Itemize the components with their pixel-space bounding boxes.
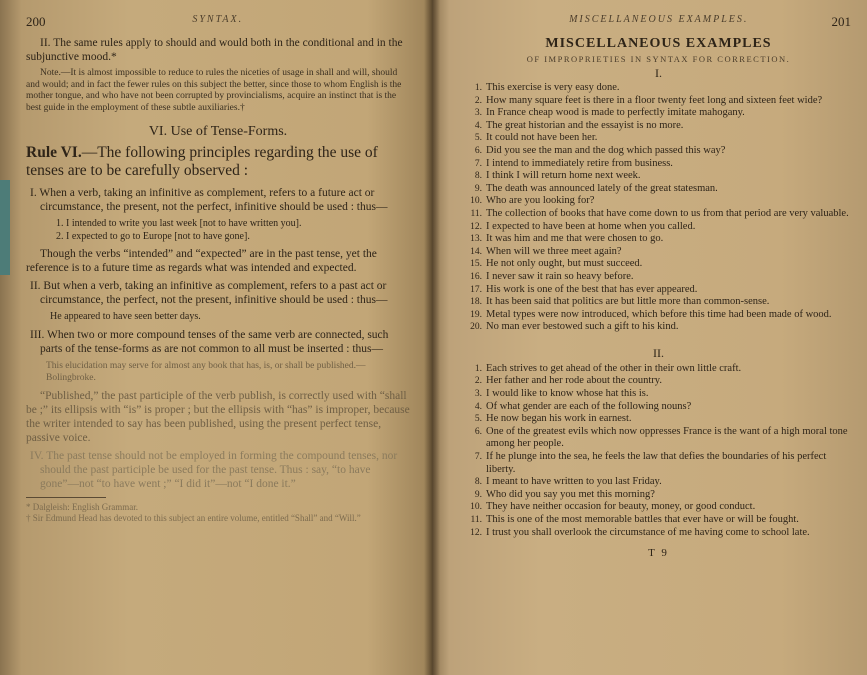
- item-number: 12.: [470, 221, 482, 232]
- left-page: [0, 0, 432, 675]
- footnote-2: † Sir Edmund Head has devoted to this subject an entire volume, entitled “Shall” and “Will.”: [26, 512, 361, 523]
- point-ii: II. But when a verb, taking an infinitive as complement, refers to a past act or circumstance, the perfect, not the present, infinitive should be used : thus—: [30, 280, 388, 306]
- chapter-title: MISCELLANEOUS EXAMPLES: [545, 36, 772, 51]
- item-number: 8.: [474, 171, 482, 182]
- item-text: I think I will return home next week.: [486, 170, 641, 182]
- item-text: It could not have been her.: [486, 132, 598, 144]
- list-item: [466, 388, 851, 401]
- item-number: 11.: [470, 515, 482, 525]
- item-text: Who did you say you met this morning?: [486, 488, 655, 500]
- left-running-head: SYNTAX.: [192, 14, 244, 25]
- item-number: 7.: [474, 158, 482, 169]
- list-item: [466, 451, 851, 476]
- item-text: Did you see the man and the dog which passed this way?: [486, 144, 726, 156]
- bolingbroke-quote: This elucidation may serve for almost any book that has, is, or shall be published.—Bolingbroke.: [46, 360, 366, 383]
- left-page-header: [26, 14, 410, 30]
- item-text: I trust you shall overlook the circumstance of me having come to school late.: [486, 526, 810, 538]
- list-item: [466, 183, 851, 196]
- rule-vi-label: Rule VI.: [26, 144, 82, 161]
- point-iv: IV. The past tense should not be employed in forming the compound tenses, nor should the past participle be used for the past tense. Thus : say, “to have gone”—not “to have went ;” “I did it”—not “I done it.”: [30, 449, 398, 490]
- item-number: 3.: [474, 389, 482, 400]
- chapter-subtitle: OF IMPROPRIETIES IN SYNTAX FOR CORRECTION.: [526, 54, 791, 64]
- item-number: 4.: [474, 401, 482, 412]
- item-text: If he plunge into the sea, he feels the law that defies the boundaries of his perfect liberty.: [486, 451, 827, 475]
- list-item: [466, 375, 851, 388]
- list-item: [466, 258, 851, 271]
- item-text: No man ever bestowed such a gift to his kind.: [486, 321, 679, 333]
- item-number: 11.: [470, 208, 482, 219]
- item-text: Each strives to get ahead of the other in their own little craft.: [486, 362, 742, 374]
- list-item: [466, 489, 851, 502]
- right-page-number: 201: [831, 14, 851, 29]
- rule-ii-text: II. The same rules apply to should and would both in the conditional and in the subjunctive mood.*: [26, 37, 403, 63]
- list-item: [466, 82, 851, 95]
- list-item: [466, 321, 851, 334]
- item-text: It was him and me that were chosen to go.: [486, 233, 664, 245]
- item-number: 7.: [474, 452, 482, 463]
- signature-mark: T 9: [648, 547, 669, 560]
- item-number: 17.: [470, 284, 482, 295]
- item-number: 9.: [474, 183, 482, 194]
- item-number: 3.: [474, 108, 482, 119]
- item-number: 1.: [474, 83, 482, 93]
- footnote-divider: [26, 497, 106, 498]
- item-number: 20.: [470, 322, 482, 333]
- section-i-heading: I.: [655, 66, 662, 80]
- item-text: I would like to know whose hat this is.: [486, 388, 649, 400]
- list-item: [466, 208, 851, 221]
- item-number: 18.: [470, 297, 482, 308]
- item-number: 19.: [470, 309, 482, 320]
- item-text: In France cheap wood is made to perfectly imitate mahogany.: [486, 107, 745, 119]
- right-running-head: MISCELLANEOUS EXAMPLES.: [569, 14, 749, 25]
- list-item: [466, 476, 851, 489]
- example-3: He appeared to have seen better days.: [50, 311, 201, 322]
- item-text: The death was announced lately of the great statesman.: [486, 182, 718, 194]
- item-number: 2.: [474, 95, 482, 106]
- list-item: [466, 426, 851, 451]
- list-item: [466, 221, 851, 234]
- item-number: 10.: [470, 196, 482, 207]
- list-item: [466, 195, 851, 208]
- rule-vi: [26, 144, 410, 180]
- item-text: Of what gender are each of the following nouns?: [486, 400, 692, 412]
- item-number: 9.: [474, 489, 482, 500]
- example-1: 1. I intended to write you last week [not to have written you].: [56, 218, 302, 229]
- item-number: 13.: [470, 234, 482, 245]
- usage-note: Note.—It is almost impossible to reduce to rules the niceties of usage in shall and will, should and would; and in fact the fewer rules on this subject the better, since those to whom English is the mother tongue, and who have not been corrupted by provincialisms, acquire an instinct that is the best guide in the employment of these subtle auxiliaries.†: [26, 68, 402, 113]
- item-number: 16.: [470, 271, 482, 282]
- bookmark-tab: [0, 180, 10, 275]
- item-text: It has been said that politics are but little more than common-sense.: [486, 296, 770, 308]
- list-item: [466, 271, 851, 284]
- item-text: I never saw it rain so heavy before.: [486, 270, 634, 282]
- list-item: [466, 401, 851, 414]
- list-item: [466, 413, 851, 426]
- item-text: Her father and her rode about the country.: [486, 375, 662, 387]
- item-number: 6.: [474, 426, 482, 437]
- item-text: How many square feet is there in a floor twenty feet long and sixteen feet wide?: [486, 94, 823, 106]
- item-text: His work is one of the best that has ever appeared.: [486, 283, 698, 295]
- example-2: 2. I expected to go to Europe [not to have gone].: [56, 230, 250, 242]
- examples-list-ii: [466, 363, 851, 539]
- point-i: I. When a verb, taking an infinitive as complement, refers to a future act or circumstance, the present, not the perfect, infinitive should be used : thus—: [30, 187, 388, 213]
- rule-vi-text: —The following principles regarding the use of tenses are to be carefully observed :: [26, 144, 378, 179]
- item-text: I expected to have been at home when you called.: [486, 220, 696, 232]
- item-number: 15.: [470, 259, 482, 270]
- item-text: He now began his work in earnest.: [486, 413, 632, 425]
- list-item: [466, 246, 851, 259]
- item-text: The great historian and the essayist is no more.: [486, 119, 684, 131]
- list-item: [466, 501, 851, 514]
- footnote-1: * Dalgleish: English Grammar.: [26, 501, 138, 512]
- item-number: 10.: [470, 502, 482, 513]
- item-number: 2.: [474, 376, 482, 387]
- item-text: I meant to have written to you last Friday.: [486, 476, 662, 488]
- item-number: 1.: [474, 363, 482, 374]
- list-item: [466, 284, 851, 297]
- published-explanation: “Published,” the past participle of the verb publish, is correctly used with “shall be ;” its ellipsis with “is” is proper ; but the ellipsis with “has” is improper, because the writer intended to say has been published, using the present perfect tense, passive voice.: [26, 389, 410, 444]
- item-text: The collection of books that have come down to us from that period are very valuable.: [486, 207, 849, 219]
- list-item: [466, 233, 851, 246]
- item-text: I intend to immediately retire from business.: [486, 157, 673, 169]
- item-text: This is one of the most memorable battles that ever have or will be fought.: [486, 514, 799, 525]
- point-iii: III. When two or more compound tenses of the same verb are connected, such parts of the tense-forms as are not common to all must be inserted : thus—: [30, 328, 389, 355]
- list-item: [466, 296, 851, 309]
- right-page-header: [466, 14, 851, 30]
- item-text: He not only ought, but must succeed.: [486, 258, 643, 270]
- item-text: This exercise is very easy done.: [486, 82, 620, 93]
- item-text: When will we three meet again?: [486, 245, 622, 257]
- item-text: One of the greatest evils which now oppresses France is the want of a high moral tone among her people.: [486, 425, 848, 450]
- list-item: [466, 170, 851, 183]
- item-text: Who are you looking for?: [486, 195, 595, 207]
- item-number: 8.: [474, 477, 482, 488]
- list-item: [466, 145, 851, 158]
- item-text: They have neither occasion for beauty, money, or good conduct.: [486, 501, 756, 513]
- list-item: [466, 309, 851, 322]
- item-number: 5.: [474, 133, 482, 144]
- list-item: [466, 527, 851, 540]
- item-number: 4.: [474, 120, 482, 131]
- item-number: 6.: [474, 145, 482, 156]
- explanation-text: Though the verbs “intended” and “expected” are in the past tense, yet the reference is to a future time as regards what was intended and expected.: [26, 248, 377, 274]
- examples-list-i: [466, 82, 851, 334]
- list-item: [466, 514, 851, 527]
- item-number: 5.: [474, 414, 482, 425]
- left-page-number: 200: [26, 14, 46, 29]
- section-ii-heading: II.: [653, 345, 664, 360]
- list-item: [466, 120, 851, 133]
- list-item: [466, 107, 851, 120]
- list-item: [466, 132, 851, 145]
- list-item: [466, 158, 851, 171]
- item-number: 14.: [470, 246, 482, 257]
- item-text: Metal types were now introduced, which before this time had been made of wood.: [486, 308, 832, 320]
- item-number: 12.: [470, 527, 482, 538]
- section-heading-tense-forms: VI. Use of Tense-Forms.: [148, 124, 288, 139]
- right-page: [432, 0, 867, 675]
- list-item: [466, 363, 851, 376]
- list-item: [466, 95, 851, 108]
